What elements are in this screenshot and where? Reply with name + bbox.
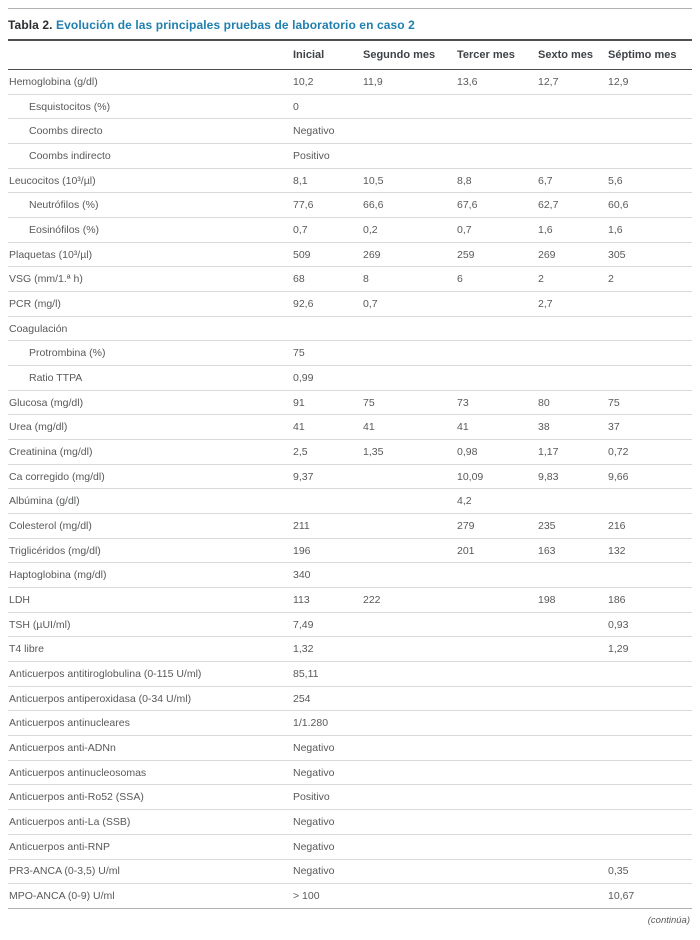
table-header-row (8, 41, 692, 70)
table-caption-title: Evolución de las principales pruebas de laboratorio en caso 2 (56, 18, 415, 32)
table-row (8, 440, 692, 465)
row-label: Anticuerpos antitiroglobulina (0-115 U/ml) (9, 667, 202, 680)
cell-value: 91 (293, 396, 305, 409)
row-label: Esquistocitos (%) (29, 100, 111, 113)
cell-value: Positivo (293, 149, 330, 162)
cell-value: 75 (293, 347, 305, 360)
cell-value: 6 (457, 273, 463, 286)
table-row (8, 391, 692, 416)
row-label: Colesterol (mg/dl) (9, 519, 92, 532)
cell-value: 113 (293, 593, 310, 606)
row-label: Albúmina (g/dl) (9, 495, 80, 508)
cell-value: 68 (293, 273, 305, 286)
row-label: Eosinófilos (%) (29, 223, 100, 236)
row-label: Anticuerpos anti-RNP (9, 840, 110, 853)
cell-value: 186 (608, 593, 626, 606)
table-row (8, 810, 692, 835)
table-row (8, 687, 692, 712)
table-row (8, 193, 692, 218)
cell-value: 163 (538, 544, 556, 557)
cell-value: 8,8 (457, 174, 472, 187)
cell-value: Positivo (293, 791, 330, 804)
cell-value: 198 (538, 593, 556, 606)
continuation-note: (continúa) (647, 914, 690, 926)
row-label: Coombs directo (29, 125, 103, 138)
cell-value: 67,6 (457, 199, 478, 212)
table-row (8, 884, 692, 909)
page (0, 8, 700, 926)
table-row (8, 761, 692, 786)
cell-value: Negativo (293, 840, 335, 853)
cell-value: Negativo (293, 865, 335, 878)
cell-value: 222 (363, 593, 381, 606)
table-row (8, 366, 692, 391)
row-label: Anticuerpos antinucleares (9, 717, 130, 730)
cell-value: 10,09 (457, 470, 484, 483)
cell-value: 75 (608, 396, 620, 409)
cell-value: 80 (538, 396, 550, 409)
table-row (8, 662, 692, 687)
cell-value: 1,32 (293, 643, 314, 656)
table-row (8, 514, 692, 539)
cell-value: 12,9 (608, 75, 629, 88)
cell-value: 60,6 (608, 199, 629, 212)
table-row (8, 860, 692, 885)
cell-value: 216 (608, 519, 626, 532)
row-label: Leucocitos (10³/µl) (9, 174, 96, 187)
table-row (8, 95, 692, 120)
cell-value: 2,5 (293, 445, 308, 458)
cell-value: 0,93 (608, 618, 629, 631)
cell-value: 1/1.280 (293, 717, 329, 730)
cell-value: 0,2 (363, 223, 378, 236)
row-label: VSG (mm/1.ª h) (9, 273, 83, 286)
cell-value: 0,7 (363, 297, 378, 310)
row-label: Plaquetas (10³/µl) (9, 248, 93, 261)
cell-value: 1,6 (538, 223, 553, 236)
row-label: Ratio TTPA (29, 371, 83, 384)
table-row (8, 144, 692, 169)
cell-value: 73 (457, 396, 469, 409)
table-row (8, 243, 692, 268)
cell-value: 2,7 (538, 297, 553, 310)
column-header-segundo-mes: Segundo mes (363, 49, 436, 61)
table-row (8, 489, 692, 514)
cell-value: Negativo (293, 766, 335, 779)
row-label: Anticuerpos anti-La (SSB) (9, 815, 131, 828)
cell-value: 10,2 (293, 75, 314, 88)
cell-value: 11,9 (363, 75, 383, 88)
cell-value: 13,6 (457, 75, 478, 88)
cell-value: 201 (457, 544, 475, 557)
table-row (8, 588, 692, 613)
cell-value: 7,49 (293, 618, 314, 631)
cell-value: 196 (293, 544, 311, 557)
cell-value: > 100 (293, 890, 320, 902)
cell-value: 6,7 (538, 174, 553, 187)
cell-value: 235 (538, 519, 556, 532)
table-row (8, 613, 692, 638)
table-row (8, 169, 692, 194)
cell-value: 2 (538, 273, 544, 286)
cell-value: 9,37 (293, 470, 314, 483)
row-label: Anticuerpos anti-Ro52 (SSA) (9, 791, 144, 804)
cell-value: 4,2 (457, 495, 472, 508)
cell-value: 0,7 (457, 223, 472, 236)
row-label: LDH (9, 593, 31, 606)
table-row (8, 465, 692, 490)
table-row (8, 835, 692, 860)
row-label: Hemoglobina (g/dl) (9, 75, 98, 88)
row-label: Coagulación (9, 322, 68, 335)
row-label: TSH (µUI/ml) (9, 618, 71, 631)
row-label: Glucosa (mg/dl) (9, 396, 84, 409)
row-label: Anticuerpos antinucleosomas (9, 766, 147, 779)
table-row (8, 341, 692, 366)
row-label: Coombs indirecto (29, 149, 111, 162)
column-header-sexto-mes: Sexto mes (538, 49, 594, 61)
row-label: PR3-ANCA (0-3,5) U/ml (9, 865, 120, 878)
cell-value: 9,66 (608, 470, 629, 483)
cell-value: 305 (608, 248, 626, 261)
row-label: Neutrófilos (%) (29, 199, 99, 212)
cell-value: 279 (457, 519, 475, 532)
cell-value: 340 (293, 569, 311, 582)
column-header-inicial: Inicial (293, 49, 325, 61)
table-row (8, 267, 692, 292)
cell-value: 0,72 (608, 445, 629, 458)
cell-value: 0,35 (608, 865, 629, 878)
cell-value: 10,5 (363, 174, 384, 187)
cell-value: 1,35 (363, 445, 384, 458)
cell-value: Negativo (293, 125, 335, 138)
table-row (8, 563, 692, 588)
cell-value: 254 (293, 692, 311, 705)
table-row (8, 292, 692, 317)
cell-value: 2 (608, 273, 614, 286)
row-label: Protrombina (%) (29, 347, 106, 360)
cell-value: 75 (363, 396, 375, 409)
table-caption (8, 9, 692, 39)
cell-value: Negativo (293, 741, 335, 754)
cell-value: 62,7 (538, 199, 559, 212)
table-row (8, 711, 692, 736)
cell-value: 0 (293, 100, 299, 113)
row-label: PCR (mg/l) (9, 297, 61, 310)
cell-value: 0,98 (457, 445, 478, 458)
cell-value: 1,29 (608, 643, 629, 656)
row-label: T4 libre (9, 643, 45, 656)
row-label: Anticuerpos anti-ADNn (9, 741, 116, 754)
cell-value: 509 (293, 248, 311, 261)
cell-value: 269 (538, 248, 556, 261)
cell-value: 0,99 (293, 371, 314, 384)
table-row (8, 785, 692, 810)
cell-value: 132 (608, 544, 626, 557)
cell-value: 85,11 (293, 667, 319, 680)
table-row (8, 119, 692, 144)
row-label: Urea (mg/dl) (9, 421, 68, 434)
row-label: MPO-ANCA (0-9) U/ml (9, 890, 115, 902)
cell-value: 0,7 (293, 223, 308, 236)
cell-value: 1,6 (608, 223, 623, 236)
column-header-tercer-mes: Tercer mes (457, 49, 515, 61)
cell-value: Negativo (293, 815, 335, 828)
cell-value: 8 (363, 273, 369, 286)
table-row (8, 317, 692, 342)
cell-value: 77,6 (293, 199, 314, 212)
cell-value: 10,67 (608, 890, 635, 902)
cell-value: 41 (457, 421, 469, 434)
table-row (8, 736, 692, 761)
cell-value: 66,6 (363, 199, 384, 212)
cell-value: 38 (538, 421, 550, 434)
cell-value: 9,83 (538, 470, 559, 483)
table-caption-label: Tabla 2. (8, 18, 53, 32)
cell-value: 259 (457, 248, 475, 261)
row-label: Anticuerpos antiperoxidasa (0-34 U/ml) (9, 692, 192, 705)
table-row (8, 415, 692, 440)
table-row (8, 637, 692, 662)
row-label: Haptoglobina (mg/dl) (9, 569, 107, 582)
cell-value: 37 (608, 421, 620, 434)
table-body (8, 70, 692, 909)
table-row (8, 218, 692, 243)
row-label: Triglicéridos (mg/dl) (9, 544, 101, 557)
cell-value: 269 (363, 248, 381, 261)
cell-value: 92,6 (293, 297, 314, 310)
cell-value: 1,17 (538, 445, 559, 458)
cell-value: 41 (363, 421, 375, 434)
row-label: Creatinina (mg/dl) (9, 445, 93, 458)
cell-value: 41 (293, 421, 305, 434)
table-row (8, 539, 692, 564)
table-row (8, 70, 692, 95)
cell-value: 5,6 (608, 174, 623, 187)
row-label: Ca corregido (mg/dl) (9, 470, 105, 483)
cell-value: 12,7 (538, 75, 559, 88)
cell-value: 8,1 (293, 174, 308, 187)
cell-value: 211 (293, 519, 310, 532)
column-header-septimo-mes: Séptimo mes (608, 49, 677, 61)
